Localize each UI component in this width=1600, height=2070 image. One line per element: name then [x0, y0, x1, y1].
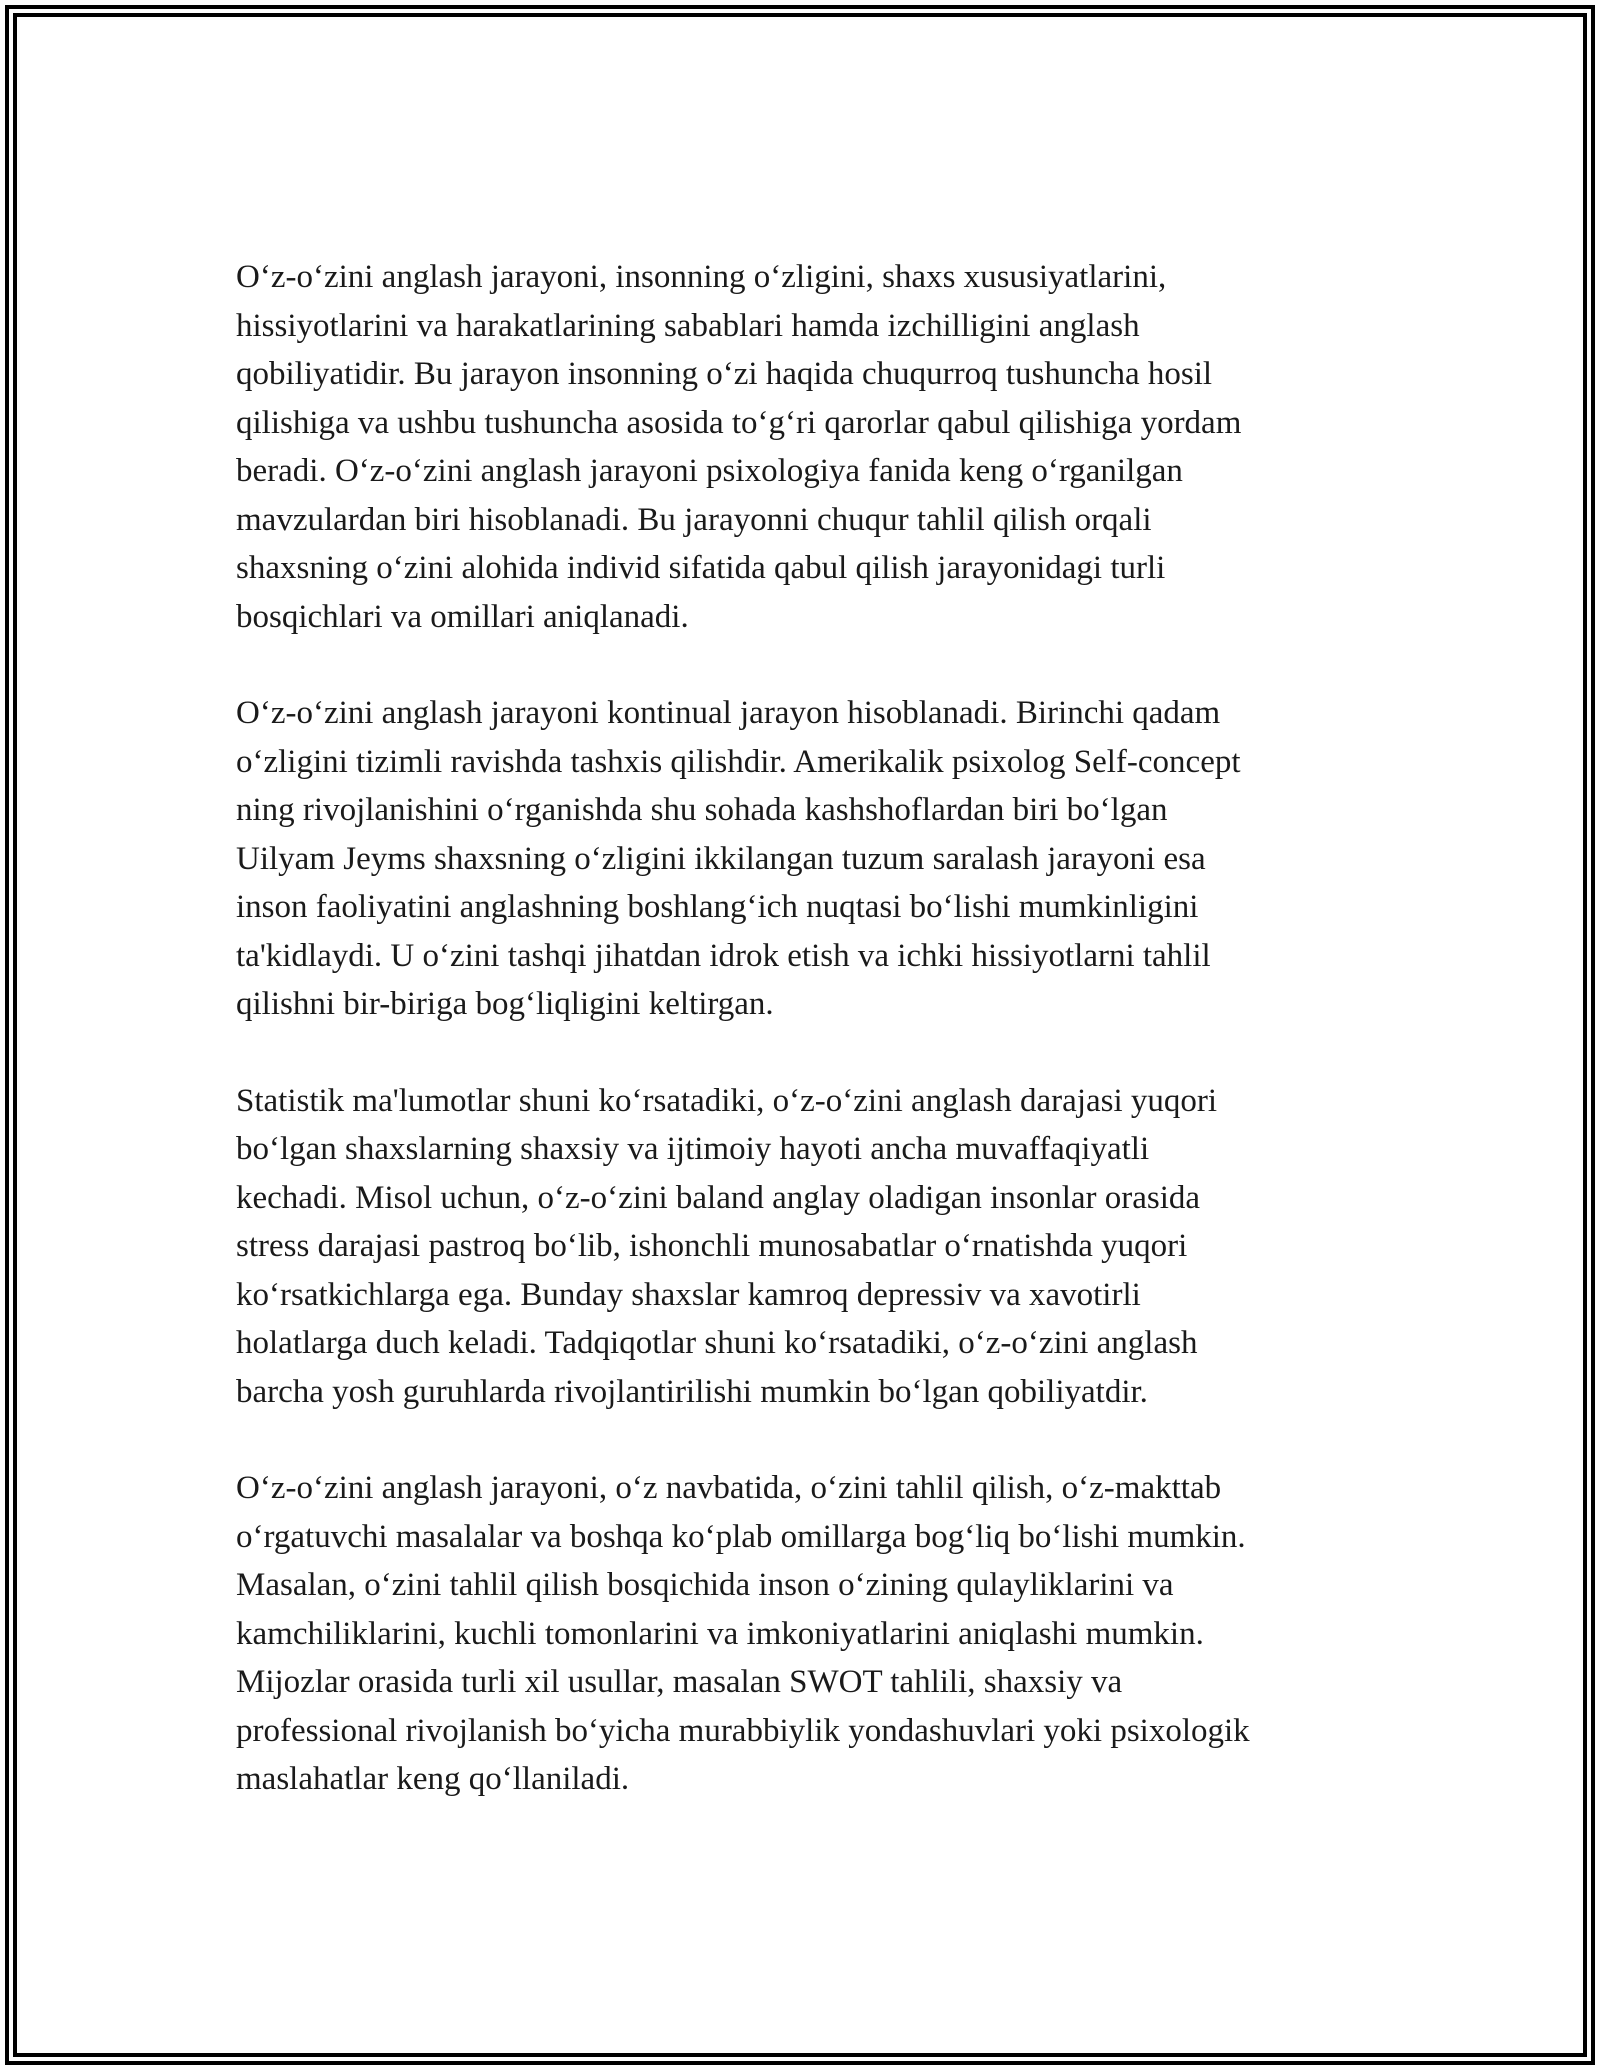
text-line: ko‘rsatkichlarga ega. Bunday shaxslar kamroq depressiv va xavotirli [236, 1276, 1141, 1313]
text-line: shaxsning o‘zini alohida individ sifatida qabul qilish jarayonidagi turli [236, 550, 1166, 586]
text-line: inson faoliyatini anglashning boshlang‘ich nuqtasi bo‘lishi mumkinligini [236, 889, 1199, 925]
text-line: o‘rgatuvchi masalalar va boshqa ko‘plab omillarga bog‘liq bo‘lishi mumkin. [236, 1518, 1246, 1555]
text-line: O‘z-o‘zini anglash jarayoni, insonning o‘zligini, shaxs xususiyatlarini, [236, 259, 1167, 295]
text-line: Statistik ma'lumotlar shuni ko‘rsatadiki, o‘z-o‘zini anglash darajasi yuqori [236, 1082, 1218, 1119]
text-line: O‘z-o‘zini anglash jarayoni kontinual jarayon hisoblanadi. Birinchi qadam [236, 695, 1221, 731]
text-line: bosqichlari va omillari aniqlanadi. [236, 598, 689, 635]
text-line: stress darajasi pastroq bo‘lib, ishonchli munosabatlar o‘rnatishda yuqori [236, 1228, 1188, 1264]
text-line: ning rivojlanishini o‘rganishda shu sohada kashshoflardan biri bo‘lgan [236, 792, 1168, 828]
text-line: Uilyam Jeyms shaxsning o‘zligini ikkilangan tuzum saralash jarayoni esa [236, 840, 1206, 877]
text-line: Mijozlar orasida turli xil usullar, masalan SWOT tahlili, shaxsiy va [236, 1664, 1123, 1700]
text-line: holatlarga duch keladi. Tadqiqotlar shuni ko‘rsatadiki, o‘z-o‘zini anglash [236, 1325, 1198, 1361]
document-body [236, 253, 1376, 1852]
text-line: mavzulardan biri hisoblanadi. Bu jarayonni chuqur tahlil qilish orqali [236, 501, 1152, 538]
paragraph-2 [236, 689, 1376, 1029]
paragraph-1 [236, 253, 1376, 641]
text-line: ta'kidlaydi. U o‘zini tashqi jihatdan idrok etish va ichki hissiyotlarni tahlil [236, 937, 1211, 974]
text-line: maslahatlar keng qo‘llaniladi. [236, 1761, 630, 1797]
text-line: o‘zligini tizimli ravishda tashxis qilishdir. Amerikalik psixolog Self-concept [236, 743, 1241, 780]
text-line: qilishni bir-biriga bog‘liqligini keltirgan. [236, 986, 774, 1022]
text-line: qobiliyatidir. Bu jarayon insonning o‘zi haqida chuqurroq tushuncha hosil [236, 356, 1213, 392]
text-line: hissiyotlarini va harakatlarining sabablari hamda izchilligini anglash [236, 307, 1140, 344]
text-line: barcha yosh guruhlarda rivojlantirilishi mumkin bo‘lgan qobiliyatdir. [236, 1373, 1148, 1410]
text-line: O‘z-o‘zini anglash jarayoni, o‘z navbatida, o‘zini tahlil qilish, o‘z-makttab [236, 1470, 1222, 1506]
paragraph-4 [236, 1464, 1376, 1804]
text-line: kechadi. Misol uchun, o‘z-o‘zini baland anglay oladigan insonlar orasida [236, 1179, 1201, 1216]
text-line: Masalan, o‘zini tahlil qilish bosqichida inson o‘zining qulayliklarini va [236, 1567, 1174, 1603]
text-line: beradi. O‘z-o‘zini anglash jarayoni psixologiya fanida keng o‘rganilgan [236, 453, 1183, 489]
text-line: professional rivojlanish bo‘yicha murabbiylik yondashuvlari yoki psixologik [236, 1712, 1250, 1749]
text-line: qilishiga va ushbu tushuncha asosida to‘g‘ri qarorlar qabul qilishiga yordam [236, 404, 1242, 441]
text-line: bo‘lgan shaxslarning shaxsiy va ijtimoiy hayoti ancha muvaffaqiyatli [236, 1131, 1150, 1167]
paragraph-3 [236, 1077, 1376, 1417]
text-line: kamchiliklarini, kuchli tomonlarini va imkoniyatlarini aniqlashi mumkin. [236, 1615, 1204, 1652]
